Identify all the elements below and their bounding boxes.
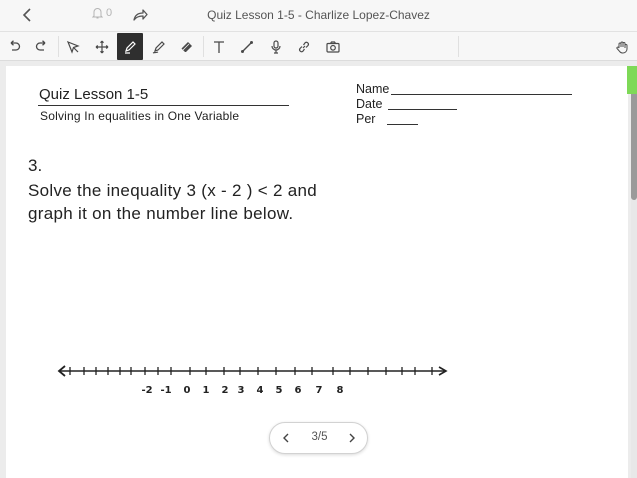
per-label: Per [356,112,376,126]
link-icon [297,40,311,54]
highlighter-tool[interactable] [146,33,172,60]
number-line-label: 0 [183,385,191,396]
name-blank [391,94,572,95]
per-blank [387,124,418,125]
question-text [28,179,317,225]
undo-icon [7,40,21,54]
line-icon [240,40,254,54]
link-tool[interactable] [291,33,317,60]
camera-icon [326,40,340,54]
heading-underline [38,105,289,106]
move-tool[interactable] [89,33,115,60]
undo-button[interactable] [1,33,27,60]
text-tool[interactable] [206,33,232,60]
eraser-icon [180,40,194,54]
number-line-label: -1 [160,385,172,396]
pen-tool[interactable] [117,33,143,60]
worksheet-heading: Quiz Lesson 1-5 [39,86,149,103]
number-line-label: 8 [336,385,344,396]
number-line-label: 3 [237,385,245,396]
question-line-2: graph it on the number line below. [28,204,294,223]
date-label: Date [356,97,383,111]
select-tool[interactable] [60,33,86,60]
eraser-tool[interactable] [174,33,200,60]
redo-button[interactable] [29,33,55,60]
number-line-labels [141,385,343,396]
page-indicator: 3/5 [311,431,328,443]
hand-tool[interactable] [609,33,635,60]
microphone-icon [269,40,283,54]
worksheet-page[interactable] [6,66,628,478]
text-icon [212,40,226,54]
question-number: 3. [28,156,43,175]
number-line-label: 5 [275,385,283,396]
drawing-toolbar [0,31,637,61]
move-icon [95,40,109,54]
name-label: Name [356,82,390,96]
next-page-button[interactable] [344,430,360,446]
page-navigator [269,422,368,454]
chevron-right-icon [348,433,356,443]
camera-tool[interactable] [320,33,346,60]
number-line-label: 2 [221,385,229,396]
document-title: Quiz Lesson 1-5 - Charlize Lopez-Chavez [207,8,430,22]
select-icon [66,40,80,54]
redo-icon [35,40,49,54]
page-tab [627,66,637,94]
date-blank [388,109,457,110]
number-line-label: 6 [294,385,302,396]
voice-tool[interactable] [263,33,289,60]
number-line-label: 1 [202,385,210,396]
question-line-1: Solve the inequality 3 (x - 2 ) < 2 and [28,181,318,200]
worksheet-subheading: Solving In equalities in One Variable [40,109,240,123]
title-bar [0,0,637,31]
number-line-label: 4 [256,385,264,396]
number-line-label: -2 [141,385,153,396]
pen-icon [123,40,137,54]
notification-count: 0 [106,7,113,19]
line-tool[interactable] [234,33,260,60]
highlighter-icon [152,40,166,54]
hand-icon [615,40,629,54]
number-line [50,356,450,400]
number-line-label: 7 [315,385,323,396]
